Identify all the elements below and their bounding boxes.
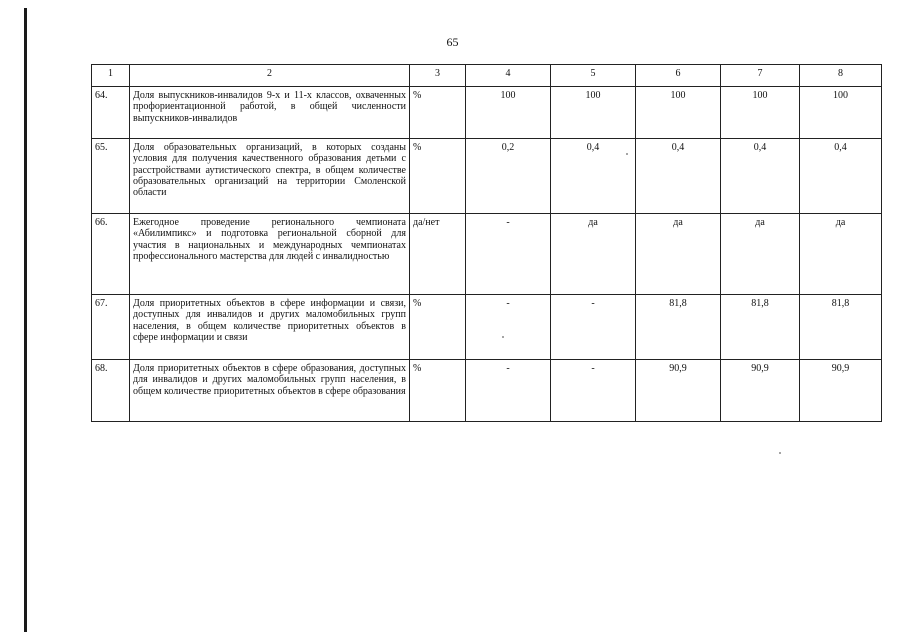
scan-speck [626,153,628,155]
row-description: Доля выпускников-инвалидов 9-х и 11-х классов, охваченных профориентационной работой, в общей численности выпускников-инвалидов [130,87,410,139]
row-number: 64. [92,87,130,139]
row-value-col4: - [466,214,551,295]
row-value-col5: - [551,295,636,360]
row-unit: % [410,139,466,214]
row-description: Доля приоритетных объектов в сфере образования, доступных для инвалидов и других маломобильных групп населения, в общем количестве приоритетных объектов в сфере образования [130,360,410,422]
col-header-1: 1 [92,65,130,87]
row-value-col6: 90,9 [636,360,721,422]
col-header-2: 2 [130,65,410,87]
row-value-col4: - [466,360,551,422]
row-value-col7: да [721,214,800,295]
row-number: 66. [92,214,130,295]
row-value-col8: да [800,214,882,295]
row-value-col5: да [551,214,636,295]
col-header-7: 7 [721,65,800,87]
row-value-col8: 81,8 [800,295,882,360]
table-row [92,360,882,422]
row-number: 67. [92,295,130,360]
row-description: Доля образовательных организаций, в которых созданы условия для получения качественного образования детьми с расстройствами аутистического спектра, в общем количестве образовательных организаций на территории Смоленской области [130,139,410,214]
row-value-col6: 0,4 [636,139,721,214]
row-value-col4: 0,2 [466,139,551,214]
row-value-col6: 100 [636,87,721,139]
row-value-col7: 100 [721,87,800,139]
row-number: 65. [92,139,130,214]
row-unit: да/нет [410,214,466,295]
row-unit: % [410,360,466,422]
row-unit: % [410,87,466,139]
indicators-table [91,64,882,422]
row-value-col5: - [551,360,636,422]
row-value-col6: да [636,214,721,295]
col-header-6: 6 [636,65,721,87]
row-value-col7: 90,9 [721,360,800,422]
row-value-col7: 81,8 [721,295,800,360]
row-number: 68. [92,360,130,422]
table-header-row [92,65,882,87]
row-value-col5: 0,4 [551,139,636,214]
row-value-col8: 90,9 [800,360,882,422]
table-row [92,87,882,139]
table-row [92,139,882,214]
row-value-col8: 100 [800,87,882,139]
row-value-col8: 0,4 [800,139,882,214]
scan-speck [502,336,504,338]
col-header-8: 8 [800,65,882,87]
row-value-col6: 81,8 [636,295,721,360]
col-header-3: 3 [410,65,466,87]
row-unit: % [410,295,466,360]
table-row [92,214,882,295]
scan-speck [779,452,781,454]
row-description: Доля приоритетных объектов в сфере информации и связи, доступных для инвалидов и других маломобильных групп населения, в общем количестве приоритетных объектов в сфере информации и связи [130,295,410,360]
row-value-col5: 100 [551,87,636,139]
page-number: 65 [446,35,459,49]
scan-edge-line [24,8,27,632]
col-header-4: 4 [466,65,551,87]
row-value-col7: 0,4 [721,139,800,214]
row-value-col4: 100 [466,87,551,139]
col-header-5: 5 [551,65,636,87]
row-value-col4: - [466,295,551,360]
row-description: Ежегодное проведение регионального чемпионата «Абилимпикс» и подготовка региональной сборной для участия в национальных и международных чемпионатах профессионального мастерства для людей с инвалидностью [130,214,410,295]
table-row [92,295,882,360]
